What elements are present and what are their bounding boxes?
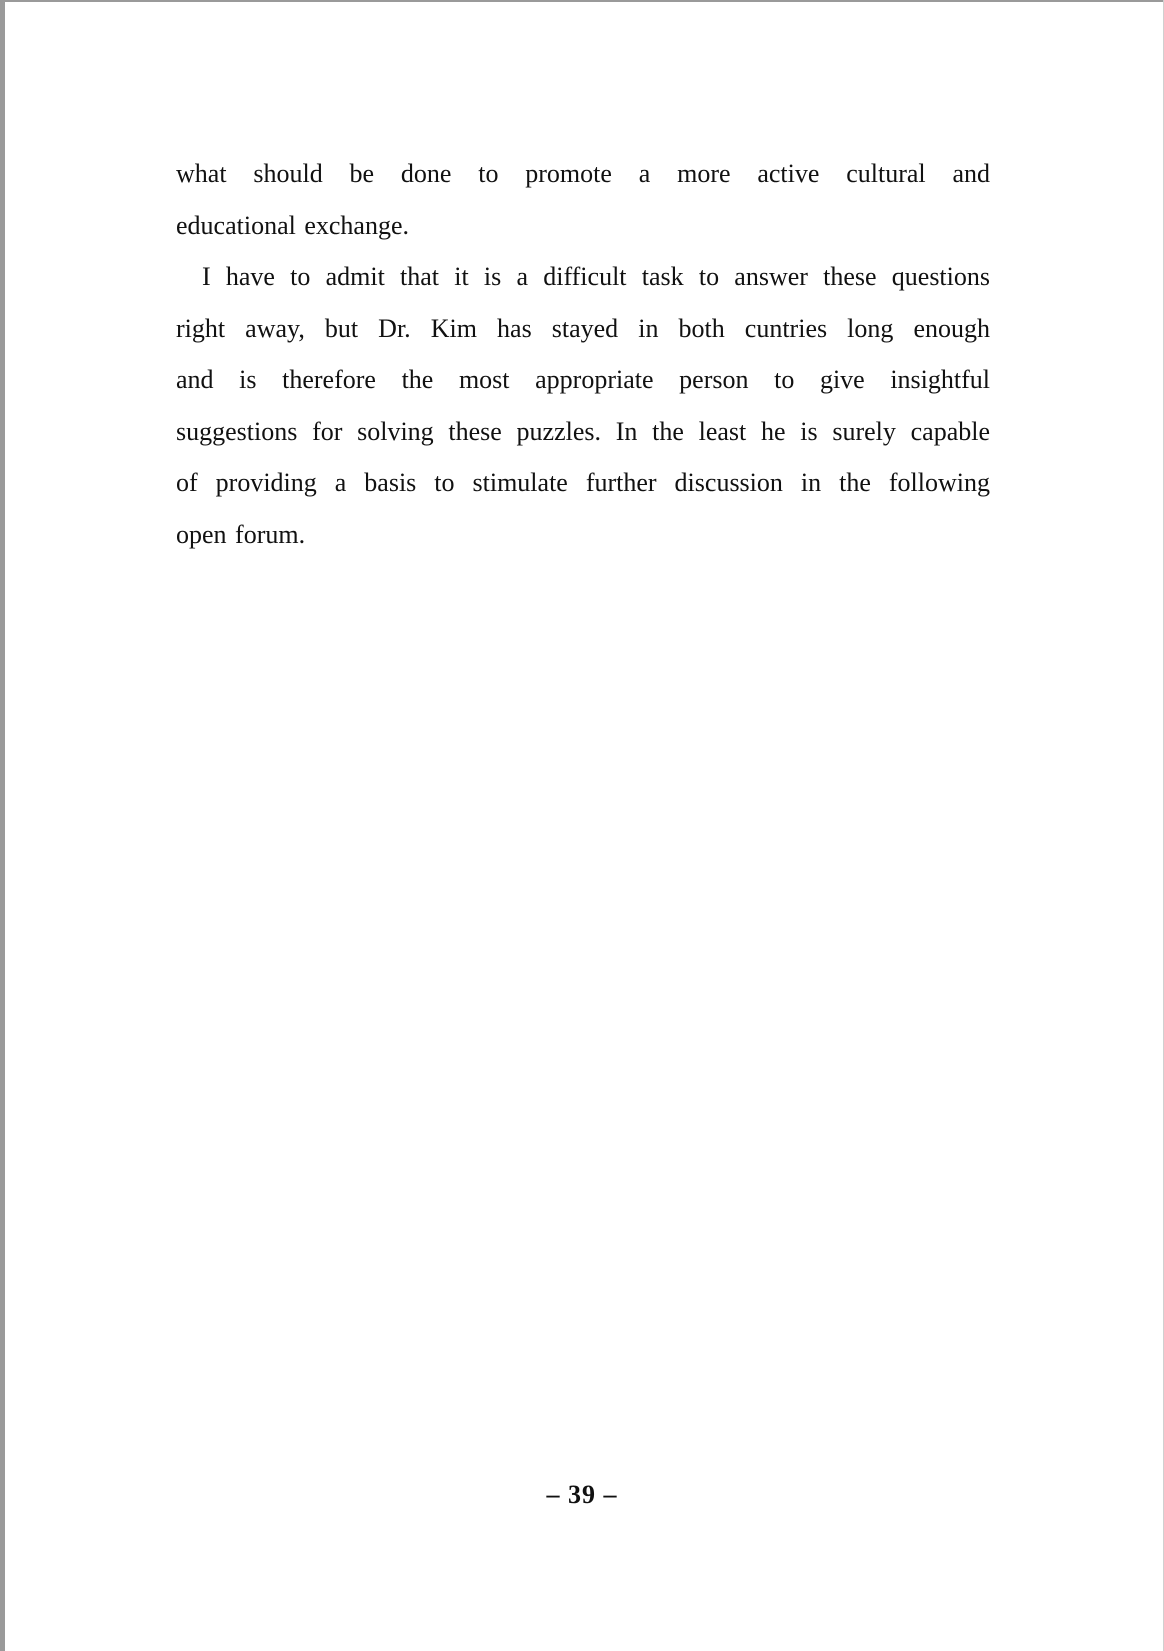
body-text bbox=[176, 148, 990, 560]
text-line: and is therefore the most appropriate person to give insightful bbox=[176, 365, 990, 394]
text-line: right away, but Dr. Kim has stayed in both cuntries long enough bbox=[176, 313, 990, 343]
text-line: I have to admit that it is a difficult task to answer these questions bbox=[202, 262, 990, 291]
scan-border-top bbox=[0, 0, 1164, 2]
text-line: educational exchange. bbox=[176, 210, 409, 240]
text-line: of providing a basis to stimulate further discussion in the following bbox=[176, 468, 990, 497]
text-line: what should be done to promote a more active cultural and bbox=[176, 159, 990, 188]
page-number: – 39 – bbox=[546, 1480, 618, 1509]
text-line: suggestions for solving these puzzles. In the least he is surely capable bbox=[176, 416, 990, 446]
text-line: open forum. bbox=[176, 519, 306, 549]
scan-border-left bbox=[0, 0, 5, 1651]
